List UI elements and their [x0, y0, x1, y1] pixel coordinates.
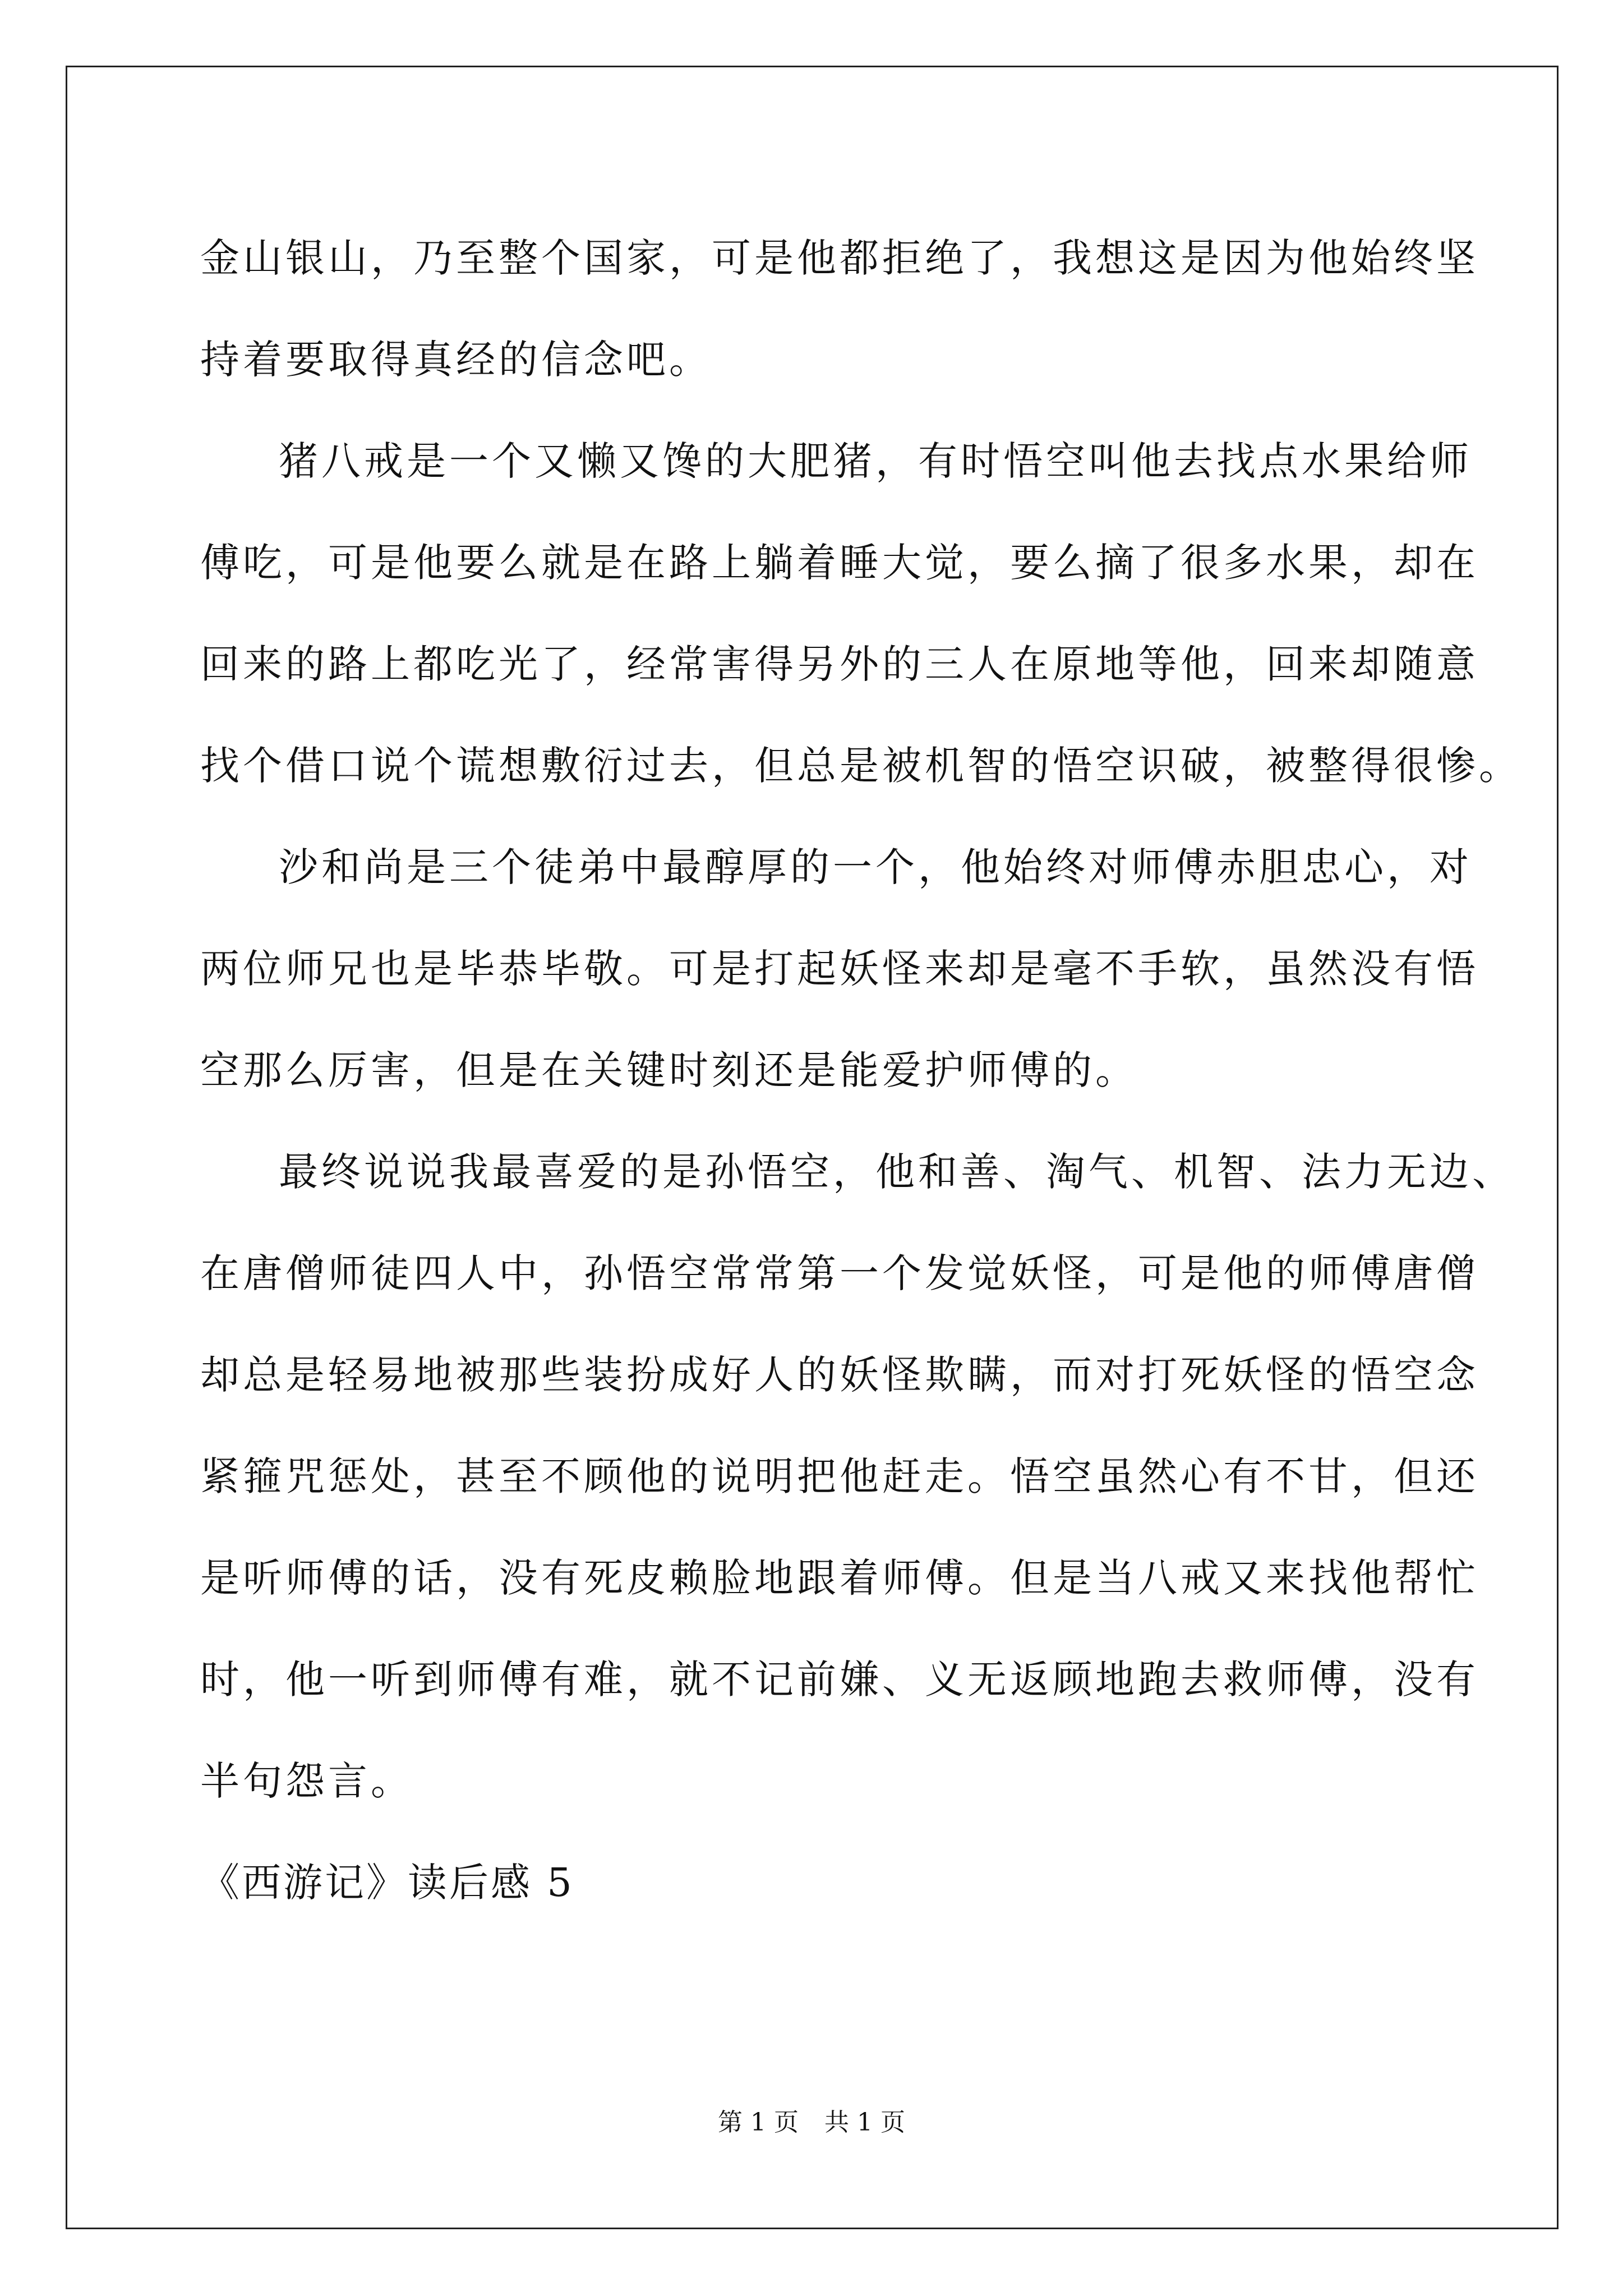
text-line: 金山银山，乃至整个国家，可是他都拒绝了，我想这是因为他始终坚 [200, 235, 1479, 281]
text-line: 两位师兄也是毕恭毕敬。可是打起妖怪来却是毫不手软，虽然没有悟 [200, 946, 1479, 992]
text-line: 紧箍咒惩处，甚至不顾他的说明把他赶走。悟空虽然心有不甘，但还 [200, 1453, 1479, 1499]
paragraph-start-line: 沙和尚是三个徒弟中最醇厚的一个，他始终对师傅赤胆忠心，对 [279, 844, 1472, 890]
paragraph-start-line: 猪八戒是一个又懒又馋的大肥猪，有时悟空叫他去找点水果给师 [279, 438, 1472, 484]
text-line: 却总是轻易地被那些装扮成好人的妖怪欺瞒，而对打死妖怪的悟空念 [200, 1352, 1479, 1398]
document-body [200, 208, 1521, 1934]
text-line: 傅吃，可是他要么就是在路上躺着睡大觉，要么摘了很多水果，却在 [200, 540, 1479, 586]
text-line: 时，他一听到师傅有难，就不记前嫌、义无返顾地跑去救师傅，没有 [200, 1657, 1479, 1703]
page-total: 共 1 页 [824, 2108, 905, 2137]
text-line: 回来的路上都吃光了，经常害得另外的三人在原地等他，回来却随意 [200, 641, 1479, 687]
text-line: 找个借口说个谎想敷衍过去，但总是被机智的悟空识破，被整得很惨。 [200, 743, 1521, 789]
text-line: 持着要取得真经的信念吧。 [200, 337, 712, 383]
paragraph-start-line: 最终说说我最喜爱的是孙悟空，他和善、淘气、机智、法力无边、 [279, 1149, 1515, 1195]
page-footer [0, 2106, 1623, 2139]
text-line: 是听师傅的话，没有死皮赖脸地跟着师傅。但是当八戒又来找他帮忙 [200, 1555, 1479, 1601]
page-number: 第 1 页 [718, 2108, 799, 2137]
text-line: 在唐僧师徒四人中，孙悟空常常第一个发觉妖怪，可是他的师傅唐僧 [200, 1250, 1479, 1296]
text-line: 空那么厉害，但是在关键时刻还是能爱护师傅的。 [200, 1047, 1138, 1093]
section-heading: 《西游记》读后感 5 [200, 1860, 574, 1906]
text-line: 半句怨言。 [200, 1758, 413, 1804]
